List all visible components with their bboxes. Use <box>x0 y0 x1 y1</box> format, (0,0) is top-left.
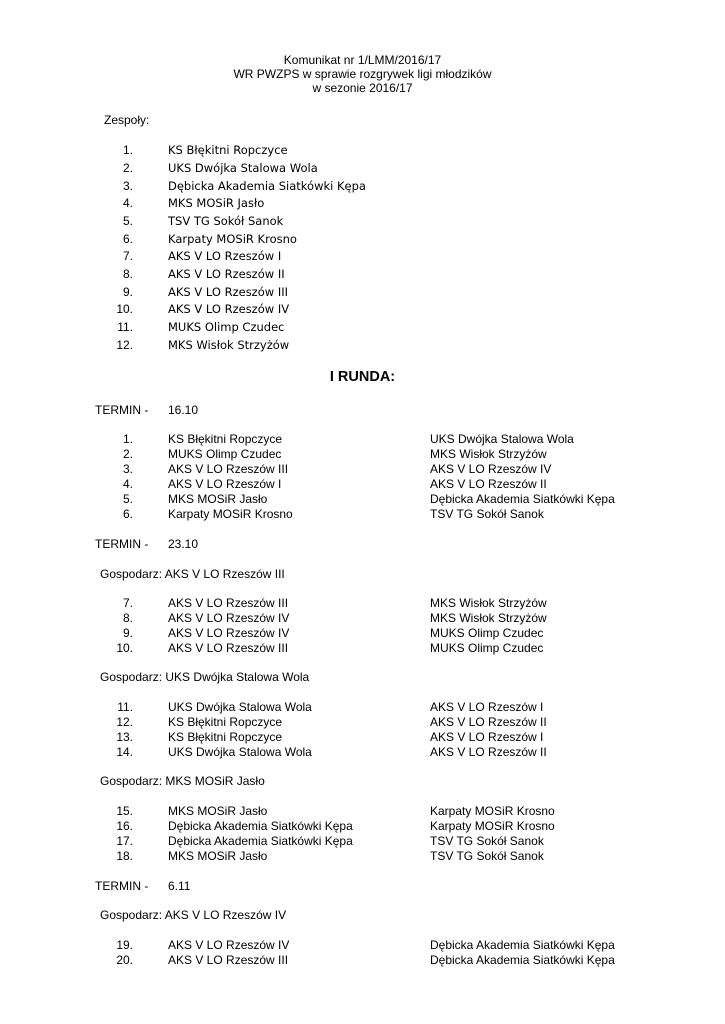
match-home-team: KS Błękitni Ropczyce <box>168 715 283 729</box>
match-home-team: MKS MOSiR Jasło <box>168 804 268 818</box>
match-away-team: MKS Wisłok Strzyżów <box>430 447 547 461</box>
match-number: 4. <box>122 477 133 491</box>
match-home-team: MUKS Olimp Czudec <box>168 447 282 461</box>
match-number: 2. <box>122 447 133 461</box>
match-home-team: AKS V LO Rzeszów III <box>168 596 289 610</box>
match-number: 18. <box>116 849 133 863</box>
termin-label: TERMIN - <box>95 537 149 551</box>
host-label: Gospodarz: <box>100 774 163 788</box>
match-number: 16. <box>116 819 133 833</box>
match-home-team: Dębicka Akademia Siatkówki Kępa <box>168 834 353 848</box>
team-number: 8. <box>122 267 133 281</box>
match-number: 9. <box>122 626 133 640</box>
team-name: AKS V LO Rzeszów I <box>168 249 282 263</box>
match-away-team: AKS V LO Rzeszów II <box>430 715 547 729</box>
match-away-team: TSV TG Sokół Sanok <box>430 507 544 521</box>
termin-label: TERMIN - <box>95 879 149 893</box>
termin-date: 6.11 <box>168 879 191 893</box>
match-number: 10. <box>116 641 133 655</box>
match-away-team: Dębicka Akademia Siatkówki Kępa <box>430 492 615 506</box>
document-title: Komunikat nr 1/LMM/2016/17 <box>283 53 442 67</box>
host-label: Gospodarz: <box>100 670 163 684</box>
match-away-team: AKS V LO Rzeszów II <box>430 745 547 759</box>
termin-date: 23.10 <box>168 537 199 551</box>
host-line <box>100 908 286 922</box>
match-number: 17. <box>116 834 133 848</box>
match-home-team: AKS V LO Rzeszów III <box>168 641 289 655</box>
match-home-team: AKS V LO Rzeszów IV <box>168 626 290 640</box>
team-name: AKS V LO Rzeszów III <box>168 285 288 299</box>
team-number: 10. <box>116 302 133 316</box>
team-number: 1. <box>122 143 133 157</box>
host-line <box>100 567 285 581</box>
match-home-team: AKS V LO Rzeszów III <box>168 953 289 967</box>
match-away-team: AKS V LO Rzeszów I <box>430 700 544 714</box>
host-label: Gospodarz: <box>100 567 163 581</box>
match-number: 6. <box>122 507 133 521</box>
match-home-team: KS Błękitni Ropczyce <box>168 432 283 446</box>
match-away-team: Dębicka Akademia Siatkówki Kępa <box>430 938 615 952</box>
match-home-team: AKS V LO Rzeszów I <box>168 477 282 491</box>
match-home-team: AKS V LO Rzeszów III <box>168 462 289 476</box>
match-number: 7. <box>122 596 133 610</box>
match-away-team: Dębicka Akademia Siatkówki Kępa <box>430 953 615 967</box>
match-number: 1. <box>122 432 133 446</box>
termin-label: TERMIN - <box>95 403 149 417</box>
team-name: MKS Wisłok Strzyżów <box>168 338 290 352</box>
team-number: 9. <box>122 285 133 299</box>
host-name: UKS Dwójka Stalowa Wola <box>165 670 310 684</box>
team-number: 11. <box>117 320 133 334</box>
match-number: 12. <box>116 715 133 729</box>
match-home-team: Karpaty MOSiR Krosno <box>168 507 293 521</box>
host-label: Gospodarz: <box>100 908 163 922</box>
match-home-team: Dębicka Akademia Siatkówki Kępa <box>168 819 353 833</box>
document-subtitle: WR PWZPS w sprawie rozgrywek ligi młodzików <box>233 67 492 81</box>
match-away-team: Karpaty MOSiR Krosno <box>430 804 555 818</box>
team-name: AKS V LO Rzeszów II <box>168 267 285 281</box>
match-home-team: UKS Dwójka Stalowa Wola <box>168 700 312 714</box>
match-number: 11. <box>117 700 133 714</box>
team-name: MKS MOSiR Jasło <box>168 196 265 210</box>
team-name: UKS Dwójka Stalowa Wola <box>168 161 318 175</box>
match-home-team: MKS MOSiR Jasło <box>168 849 268 863</box>
match-away-team: TSV TG Sokół Sanok <box>430 834 544 848</box>
team-number: 4. <box>122 196 133 210</box>
match-away-team: UKS Dwójka Stalowa Wola <box>430 432 574 446</box>
teams-heading: Zespoły: <box>104 113 150 127</box>
match-number: 19. <box>116 938 133 952</box>
match-away-team: AKS V LO Rzeszów II <box>430 477 547 491</box>
match-number: 20. <box>116 953 133 967</box>
match-number: 14. <box>116 745 133 759</box>
host-name: AKS V LO Rzeszów IV <box>164 908 287 922</box>
match-number: 13. <box>116 730 133 744</box>
match-away-team: MUKS Olimp Czudec <box>430 626 544 640</box>
match-number: 15. <box>116 804 133 818</box>
match-home-team: KS Błękitni Ropczyce <box>168 730 283 744</box>
team-name: KS Błękitni Ropczyce <box>168 143 288 157</box>
team-number: 7. <box>122 249 133 263</box>
host-name: AKS V LO Rzeszów III <box>164 567 285 581</box>
team-number: 2. <box>122 161 133 175</box>
match-number: 3. <box>122 462 133 476</box>
match-away-team: MKS Wisłok Strzyżów <box>430 611 547 625</box>
host-line <box>100 774 265 788</box>
host-line <box>100 670 309 684</box>
match-number: 5. <box>122 492 133 506</box>
team-name: MUKS Olimp Czudec <box>168 320 285 334</box>
round-heading: I RUNDA: <box>329 369 396 385</box>
match-home-team: UKS Dwójka Stalowa Wola <box>168 745 312 759</box>
match-away-team: TSV TG Sokół Sanok <box>430 849 544 863</box>
match-number: 8. <box>122 611 133 625</box>
team-number: 12. <box>116 338 133 352</box>
team-number: 5. <box>122 214 133 228</box>
match-away-team: Karpaty MOSiR Krosno <box>430 819 555 833</box>
match-home-team: MKS MOSiR Jasło <box>168 492 268 506</box>
termin-date: 16.10 <box>168 403 199 417</box>
match-away-team: AKS V LO Rzeszów I <box>430 730 544 744</box>
team-name: TSV TG Sokół Sanok <box>168 214 284 228</box>
match-away-team: AKS V LO Rzeszów IV <box>430 462 552 476</box>
document-season: w sezonie 2016/17 <box>312 81 413 95</box>
match-away-team: MUKS Olimp Czudec <box>430 641 544 655</box>
host-name: MKS MOSiR Jasło <box>165 774 265 788</box>
match-away-team: MKS Wisłok Strzyżów <box>430 596 547 610</box>
team-number: 6. <box>122 232 133 246</box>
match-home-team: AKS V LO Rzeszów IV <box>168 611 290 625</box>
match-home-team: AKS V LO Rzeszów IV <box>168 938 290 952</box>
team-name: Dębicka Akademia Siatkówki Kępa <box>168 179 366 193</box>
team-name: AKS V LO Rzeszów IV <box>168 302 290 316</box>
team-name: Karpaty MOSiR Krosno <box>168 232 297 246</box>
team-number: 3. <box>122 179 133 193</box>
